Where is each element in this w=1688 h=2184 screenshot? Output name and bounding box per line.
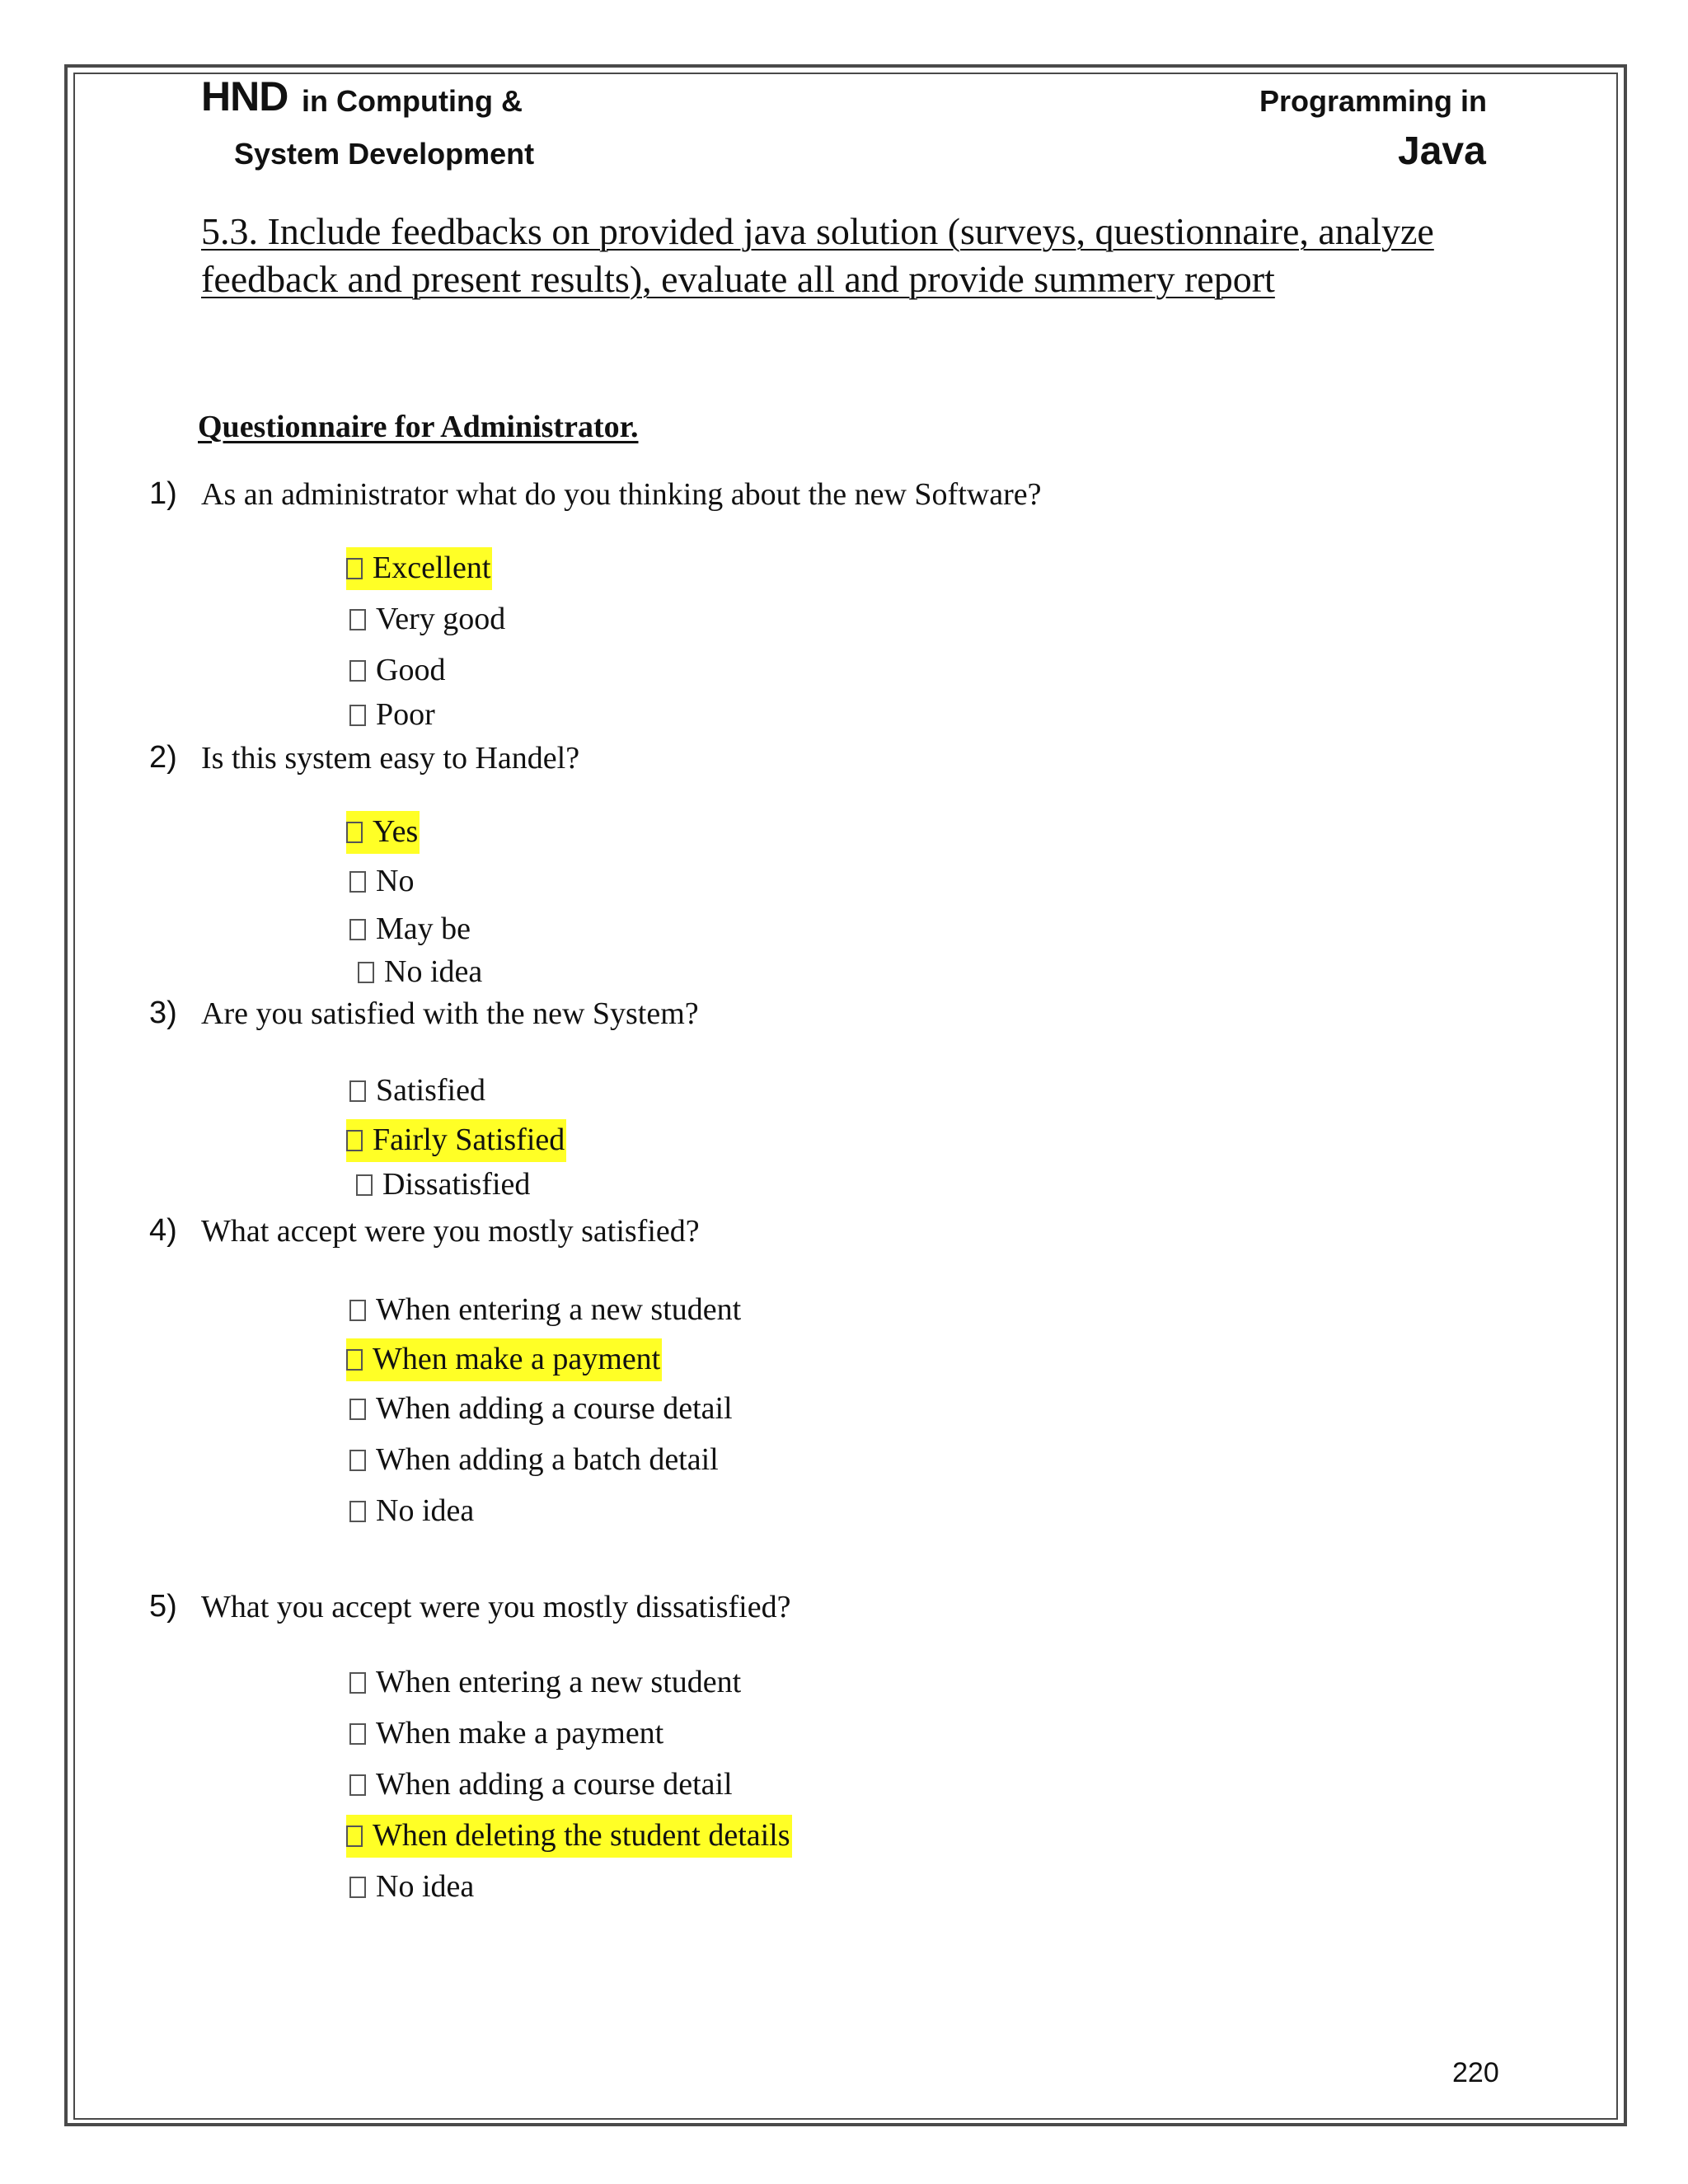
option[interactable]: Good [349,649,447,692]
checkbox-icon [349,1080,366,1102]
checkbox-icon [346,558,363,579]
section-heading: 5.3. Include feedbacks on provided java solution (surveys, questionnaire, analyze feedback and present results), evaluate all and provide summery report [201,210,1434,300]
header-system-development: System Development [234,137,535,171]
checkbox-icon [349,1450,366,1471]
option[interactable]: When adding a course detail [349,1764,734,1807]
question-text: Is this system easy to Handel? [201,741,580,776]
option[interactable]: When entering a new student [349,1289,743,1332]
option[interactable]: When make a payment [349,1713,665,1755]
checkbox-icon [358,962,374,983]
option[interactable]: No idea [349,1490,476,1533]
option[interactable]: Excellent [346,547,492,590]
checkbox-icon [349,609,366,630]
question-number: 3) [149,996,177,1030]
option[interactable]: Satisfied [349,1070,487,1113]
checkbox-icon [349,660,366,682]
header-computing: in Computing & [302,84,523,118]
question-text: What accept were you mostly satisfied? [201,1214,700,1249]
checkbox-icon [349,1723,366,1745]
checkbox-icon [346,1130,363,1151]
checkbox-icon [346,822,363,843]
question-number: 4) [149,1213,177,1248]
checkbox-icon [356,1174,373,1196]
option[interactable]: Yes [346,811,420,854]
header-hnd: HND [201,73,288,120]
option[interactable]: No [349,860,415,903]
option[interactable]: Fairly Satisfied [346,1119,566,1162]
option[interactable]: When entering a new student [349,1661,743,1704]
option[interactable]: May be [349,908,472,951]
option[interactable]: When make a payment [346,1338,662,1381]
checkbox-icon [349,1774,366,1796]
option[interactable]: Very good [349,598,507,641]
checkbox-icon [346,1825,363,1847]
page-border-inner [73,73,1618,2120]
option[interactable]: No idea [358,951,484,994]
question-text: What you accept were you mostly dissatisfied? [201,1590,791,1624]
page-number: 220 [1452,2057,1499,2088]
checkbox-icon [349,1501,366,1522]
option[interactable]: No idea [349,1866,476,1909]
checkbox-icon [349,705,366,726]
option[interactable]: When deleting the student details [346,1815,792,1858]
checkbox-icon [349,1877,366,1898]
checkbox-icon [349,1300,366,1321]
checkbox-icon [349,1399,366,1420]
question-text: Are you satisfied with the new System? [201,996,699,1031]
checkbox-icon [346,1349,363,1371]
question-text: As an administrator what do you thinking about the new Software? [201,477,1042,512]
question-number: 2) [149,740,177,775]
question-number: 1) [149,476,177,511]
option[interactable]: Poor [349,694,437,737]
header-java: Java [1398,129,1486,173]
option[interactable]: When adding a course detail [349,1388,734,1431]
option[interactable]: When adding a batch detail [349,1439,720,1482]
questionnaire-title: Questionnaire for Administrator. [198,410,639,444]
question-number: 5) [149,1589,177,1624]
header-programming: Programming in [1259,84,1488,118]
checkbox-icon [349,1672,366,1694]
checkbox-icon [349,919,366,940]
checkbox-icon [349,871,366,893]
option[interactable]: Dissatisfied [356,1164,532,1207]
